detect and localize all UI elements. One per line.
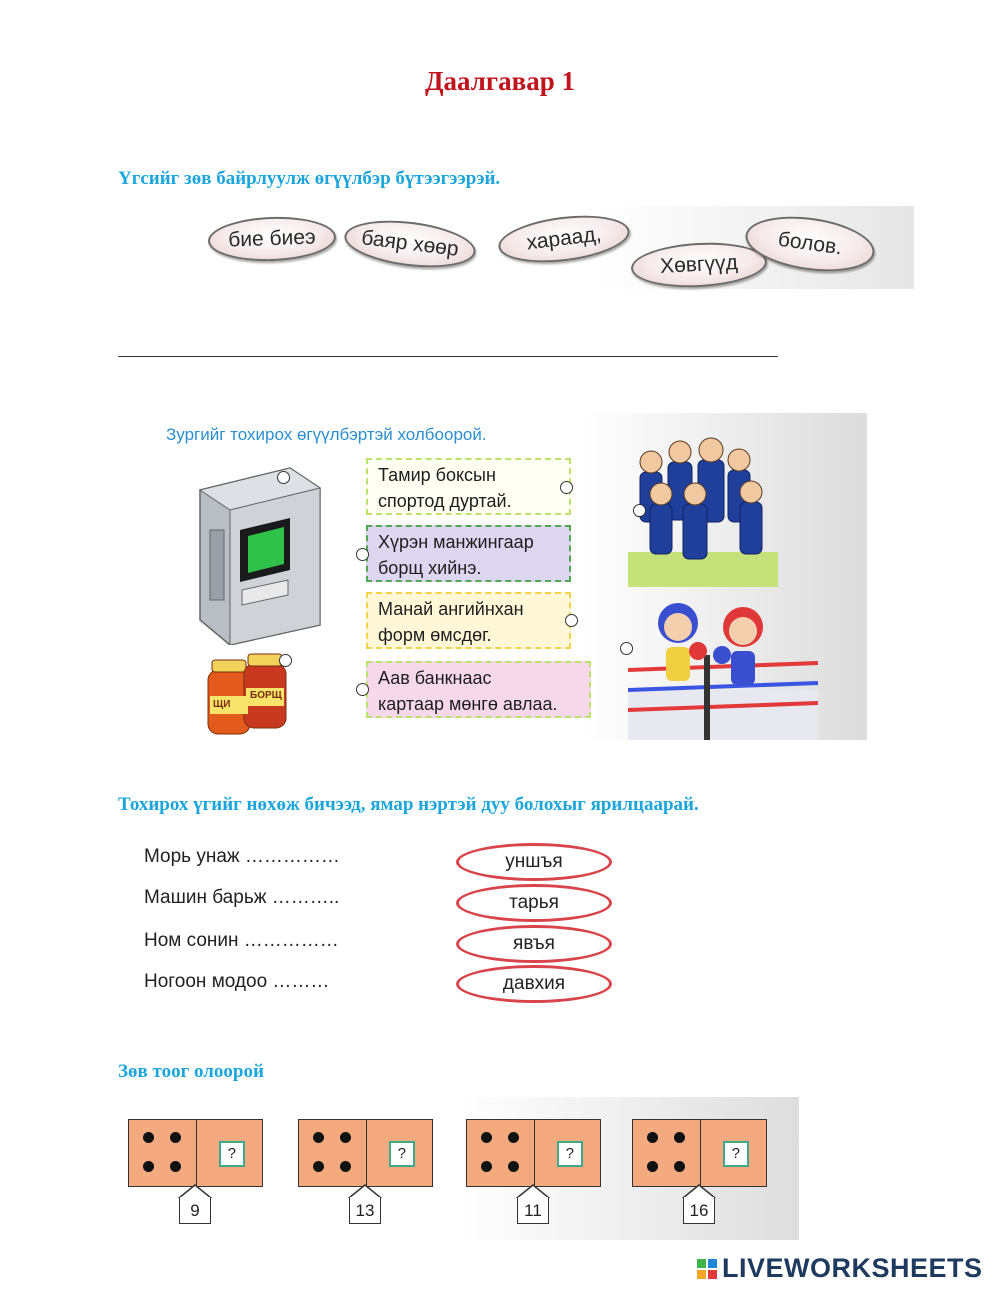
jar-label: БОРЩ <box>250 690 282 701</box>
domino <box>298 1119 433 1187</box>
boxing-image <box>628 595 818 740</box>
sentence-line: форм өмсдөг. <box>378 625 492 645</box>
connector-dot[interactable] <box>620 642 633 655</box>
connector-dot[interactable] <box>356 548 369 561</box>
liveworksheets-logo-icon <box>697 1259 717 1279</box>
tag-roof <box>516 1184 550 1198</box>
brand-name: LIVEWORKSHEETS <box>722 1253 983 1283</box>
word-bubble[interactable]: баяр хөөр <box>342 214 478 274</box>
task4-instruction: Зөв тоог олоорой <box>118 1061 264 1082</box>
atm-image <box>170 460 330 645</box>
answer-box[interactable]: ? <box>389 1141 415 1167</box>
sentence-card[interactable] <box>366 661 591 718</box>
sum-tag: 11 <box>517 1197 549 1224</box>
students-image <box>628 432 778 587</box>
domino <box>632 1119 767 1187</box>
word-bubble[interactable]: болов. <box>742 209 878 279</box>
sentence-line: Хүрэн манжингаар <box>378 532 534 552</box>
connector-dot[interactable] <box>560 481 573 494</box>
answer-word[interactable]: давхия <box>456 965 612 1003</box>
matching-heading: Зургийг тохирох өгүүлбэртэй холбоорой. <box>166 425 487 444</box>
sentence-line: Аав банкнаас <box>378 668 492 688</box>
sentence-card[interactable] <box>366 592 571 649</box>
connector-dot[interactable] <box>565 614 578 627</box>
word-bubble[interactable]: Хөвгүүд <box>630 239 768 290</box>
sentence-line: Манай ангийнхан <box>378 599 524 619</box>
sum-tag: 16 <box>683 1197 715 1224</box>
sentence-card[interactable] <box>366 458 571 515</box>
tag-roof <box>682 1184 716 1198</box>
domino-dots <box>129 1120 196 1186</box>
tag-roof <box>348 1184 382 1198</box>
sum-tag: 9 <box>179 1197 211 1224</box>
answer-box[interactable]: ? <box>557 1141 583 1167</box>
connector-dot[interactable] <box>277 471 290 484</box>
sum-tag: 13 <box>349 1197 381 1224</box>
task1-instruction: Үгсийг зөв байрлуулж өгүүлбэр бүтээгээрэй. <box>118 168 501 189</box>
domino <box>466 1119 601 1187</box>
sentence-line: Тамир боксын <box>378 465 496 485</box>
phrase-text: Машин барьж ……….. <box>144 887 340 908</box>
domino-dots <box>299 1120 366 1186</box>
answer-word[interactable]: явъя <box>456 925 612 963</box>
connector-dot[interactable] <box>633 504 646 517</box>
answer-line[interactable] <box>118 356 778 357</box>
answer-box[interactable]: ? <box>219 1141 245 1167</box>
domino <box>128 1119 263 1187</box>
sentence-line: картаар мөнгө авлаа. <box>378 694 558 714</box>
phrase-text: Ногоон модоо ……… <box>144 971 330 992</box>
connector-dot[interactable] <box>356 683 369 696</box>
phrase-text: Ном сонин …………… <box>144 930 339 951</box>
connector-dot[interactable] <box>279 654 292 667</box>
jar-label: ЩИ <box>213 699 231 710</box>
task3-instruction: Тохирох үгийг нөхөж бичээд, ямар нэртэй дуу болохыг ярилцаарай. <box>118 794 699 815</box>
sentence-card[interactable] <box>366 525 571 582</box>
sentence-line: борщ хийнэ. <box>378 558 482 578</box>
sentence-line: спортод дуртай. <box>378 491 512 511</box>
word-bubble[interactable]: бие биеэ <box>207 215 336 263</box>
answer-word[interactable]: тарья <box>456 884 612 922</box>
domino-dots <box>633 1120 700 1186</box>
word-bubble[interactable]: хараад, <box>496 209 632 269</box>
domino-dots <box>467 1120 534 1186</box>
phrase-text: Морь унаж …………… <box>144 846 340 867</box>
answer-box[interactable]: ? <box>723 1141 749 1167</box>
page-title: Даалгавар 1 <box>424 66 576 96</box>
tag-roof <box>178 1184 212 1198</box>
answer-word[interactable]: уншъя <box>456 843 612 881</box>
